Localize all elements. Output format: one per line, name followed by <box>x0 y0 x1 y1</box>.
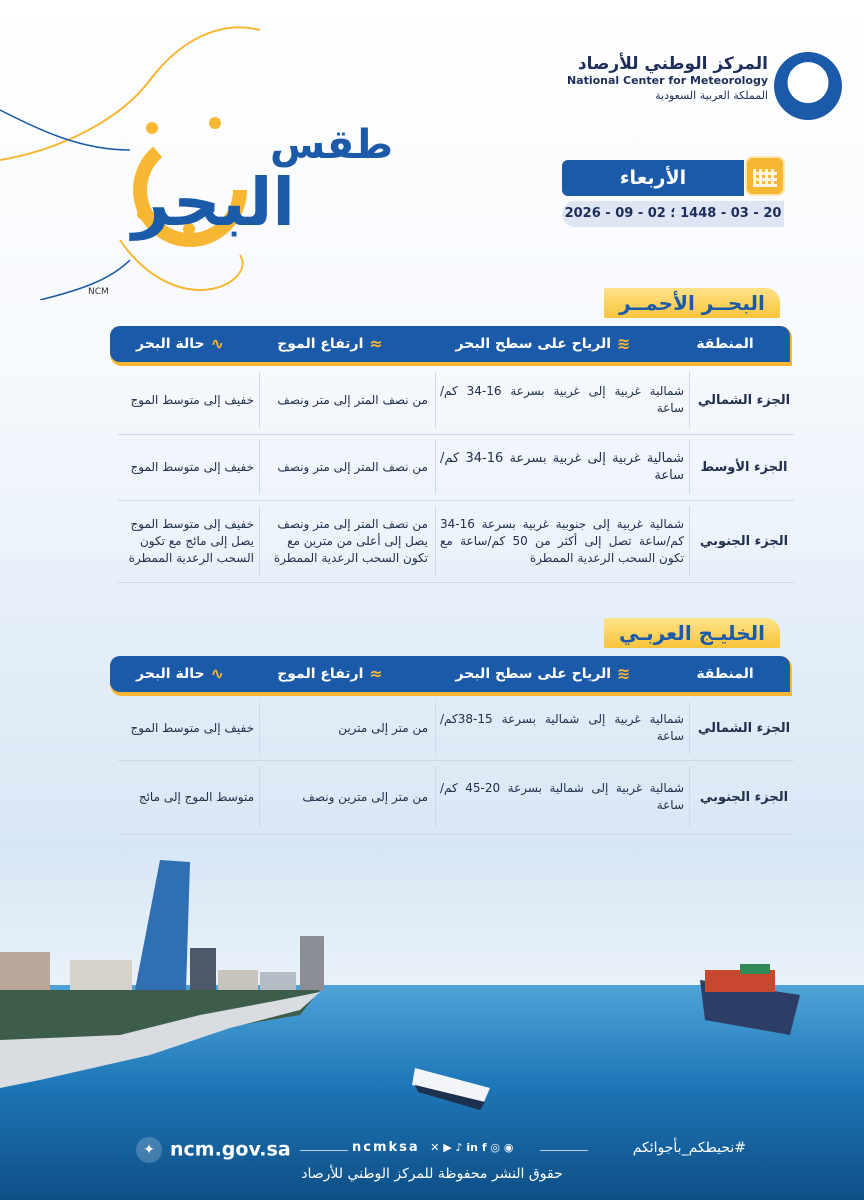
table-row <box>118 760 794 835</box>
col-wind <box>418 326 668 362</box>
calendar-icon <box>745 156 785 196</box>
divider <box>259 702 260 754</box>
table-header-red-sea <box>110 326 790 362</box>
title-small: طقس <box>270 122 394 168</box>
divider <box>689 506 690 576</box>
col-wave <box>250 326 410 362</box>
sun-swirl-decoration <box>0 0 864 300</box>
col-wave-label: ارتفاع الموج <box>277 336 364 352</box>
day-label: الأربعاء <box>562 160 744 196</box>
divider <box>689 440 690 494</box>
wind-icon: ≋ <box>617 664 631 683</box>
table-row <box>118 366 794 435</box>
region-cell: الجزء الأوسط <box>700 459 788 475</box>
wave-icon: ≈ <box>369 334 383 353</box>
wave-cell: من نصف المتر إلى متر ونصف <box>277 392 428 407</box>
date-line: 20 - 03 - 1448 ؛ 02 - 09 - 2026 <box>562 201 784 227</box>
col-region: المنطقة <box>696 666 754 682</box>
wind-cell: شمالية غربية إلى جنوبية غربية بسرعة 16-34 كم/ساعة تصل إلى أكثر من 50 كم/ساعة مع تكون السحب الرعدية الممطرة <box>440 516 684 565</box>
sea-state-icon: ∿ <box>210 664 224 683</box>
social-icons[interactable]: ✕ ▶ ♪ in f ◎ ◉ <box>430 1141 514 1154</box>
col-region: المنطقة <box>696 336 754 352</box>
org-name-en: National Center for Meteorology <box>566 74 768 87</box>
divider <box>689 372 690 428</box>
col-wind <box>418 656 668 692</box>
divider <box>689 702 690 754</box>
col-state <box>110 656 250 692</box>
wave-cell: من نصف المتر إلى متر ونصف يصل إلى أعلى من مترين مع تكون السحب الرعدية الممطرة <box>273 516 428 565</box>
footer-social[interactable] <box>352 1140 532 1164</box>
section-title-red-sea: البحــر الأحمــر <box>604 288 780 318</box>
ncm-tag: NCM <box>88 287 109 297</box>
divider <box>435 766 436 828</box>
region-cell: الجزء الجنوبي <box>699 789 789 805</box>
ncm-logo-text <box>556 54 768 118</box>
col-wave <box>250 656 410 692</box>
table-row <box>118 696 794 761</box>
ncm-seal-icon <box>774 52 842 120</box>
table-row <box>118 434 794 501</box>
social-handle[interactable]: ncmksa <box>352 1140 420 1155</box>
col-state-label: حالة البحر <box>136 336 205 352</box>
state-cell: متوسط الموج إلى مائج <box>138 789 254 804</box>
col-wave-label: ارتفاع الموج <box>277 666 364 682</box>
divider <box>259 440 260 494</box>
divider <box>435 506 436 576</box>
region-cell: الجزء الشمالي <box>697 392 791 408</box>
table-row <box>118 500 794 583</box>
col-state-label: حالة البحر <box>136 666 205 682</box>
state-cell: خفيف إلى متوسط الموج <box>130 720 254 735</box>
divider <box>259 506 260 576</box>
country-name: المملكة العربية السعودية <box>655 89 768 102</box>
ncm-seal-icon: ✦ <box>136 1137 162 1163</box>
divider <box>435 702 436 754</box>
website-link[interactable]: ncm.gov.sa <box>170 1138 291 1161</box>
wind-icon: ≋ <box>617 334 631 353</box>
page-title: البحر <box>132 164 295 241</box>
table-header-gulf <box>110 656 790 692</box>
wave-cell: من نصف المتر إلى متر ونصف <box>277 459 428 474</box>
divider <box>259 372 260 428</box>
wind-cell: شمالية غربية إلى غربية بسرعة 16-34 كم/ساعة <box>440 451 684 483</box>
wind-cell: شمالية غربية إلى شمالية بسرعة 20-45 كم/ ساعة <box>440 781 684 812</box>
sea-state-icon: ∿ <box>210 334 224 353</box>
divider <box>300 1150 348 1151</box>
col-wind-label: الرياح على سطح البحر <box>455 666 612 682</box>
state-cell: خفيف إلى متوسط الموج <box>130 459 254 474</box>
region-cell: الجزء الشمالي <box>697 720 791 736</box>
divider <box>540 1150 588 1151</box>
wave-cell: من متر إلى مترين <box>338 720 428 735</box>
state-cell: خفيف إلى متوسط الموج يصل إلى مائج مع تكون السحب الرعدية الممطرة <box>128 516 254 565</box>
divider <box>689 766 690 828</box>
region-cell: الجزء الجنوبي <box>699 533 789 549</box>
divider <box>435 440 436 494</box>
wave-cell: من متر إلى مترين ونصف <box>302 789 428 804</box>
state-cell: خفيف إلى متوسط الموج <box>130 392 254 407</box>
footer-copyright: حقوق النشر محفوظة للمركز الوطني للأرصاد <box>301 1166 563 1182</box>
divider <box>435 372 436 428</box>
footer-hashtag: #نحيطكم_بأجوائكم <box>632 1140 746 1156</box>
divider <box>259 766 260 828</box>
footer-website[interactable] <box>136 1137 296 1167</box>
wind-cell: شمالية غربية إلى غربية بسرعة 16-34 كم/ ساعة <box>440 384 685 415</box>
section-title-gulf: الخليـج العربـي <box>604 618 780 648</box>
wave-icon: ≈ <box>369 664 383 683</box>
col-state <box>110 326 250 362</box>
col-wind-label: الرياح على سطح البحر <box>455 336 612 352</box>
wind-cell: شمالية غربية إلى شمالية بسرعة 15-38كم/ ساعة <box>440 712 684 743</box>
org-name-ar: المركز الوطني للأرصاد <box>577 54 768 74</box>
